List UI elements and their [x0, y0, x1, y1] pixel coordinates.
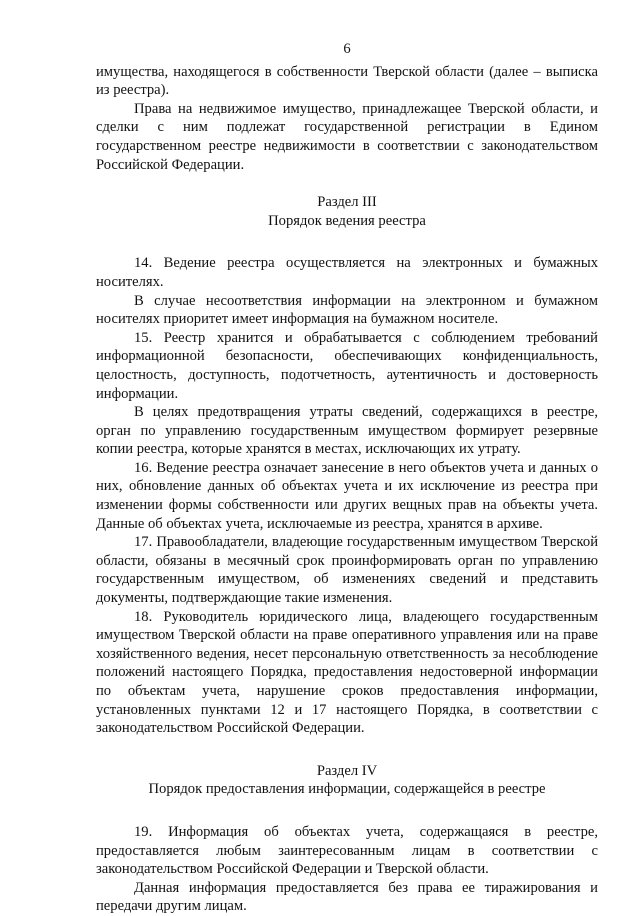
- page-number: 6: [343, 41, 351, 57]
- section-heading-4-number: Раздел IV: [316, 762, 378, 779]
- paragraph-continued: имущества, находящегося в собственности Тверской области (далее – выписка из реестра).: [96, 63, 598, 99]
- paragraph-15: 15. Реестр хранится и обрабатывается с соблюдением требований информационной безопасности, обеспечивающих конфиденциальность, целостность, доступность, подотчетность, аутентичность и достоверность информации.: [96, 329, 598, 402]
- paragraph-property-rights: Права на недвижимое имущество, принадлежащее Тверской области, и сделки с ним подлежат государственной регистрации в Едином государственном реестре недвижимости в соответствии с законодательством Российской Федерации.: [96, 100, 598, 173]
- section-heading-3-number: Раздел III: [317, 194, 377, 211]
- paragraph-14-mismatch: В случае несоответствия информации на электронном и бумажном носителях приоритет имеет информация на бумажном носителе.: [96, 292, 598, 328]
- paragraph-14: 14. Ведение реестра осуществляется на электронных и бумажных носителях.: [96, 255, 598, 290]
- paragraph-19: 19. Информация об объектах учета, содержащаяся в реестре, предоставляется любым заинтересованным лицам в соответствии с законодательством Российской Федерации и Тверской области.: [96, 823, 598, 878]
- document-page: [96, 40, 598, 916]
- paragraph-15-backup: В целях предотвращения утраты сведений, содержащихся в реестре, орган по управлению государственным имуществом формирует резервные копии реестра, которые хранятся в местах, исключающих их утрату.: [96, 404, 598, 458]
- section-heading-4-title: Порядок предоставления информации, содержащейся в реестре: [148, 781, 546, 798]
- paragraph-18: 18. Руководитель юридического лица, владеющего государственным имуществом Тверской области на праве оперативного управления или на праве хозяйственного ведения, несет персональную ответственность за несоблюдение положений настоящего Порядка, предоставления недостоверной информации по объектам учета, нарушение сроков предоставления информации, установленных пунктами 12 и 17 настоящего Порядка, в соответствии с законодательством Российской Федерации.: [96, 608, 598, 737]
- paragraph-16: 16. Ведение реестра означает занесение в него объектов учета и данных о них, обновление данных об объектах учета и их исключение из реестра при изменении формы собственности или других вещных прав на объекты учета. Данные об объектах учета, исключаемые из реестра, хранятся в архиве.: [96, 459, 598, 532]
- paragraph-19-no-copy: Данная информация предоставляется без права ее тиражирования и передачи другим лицам.: [96, 879, 598, 915]
- section-heading-3-title: Порядок ведения реестра: [268, 212, 426, 229]
- paragraph-17: 17. Правообладатели, владеющие государственным имуществом Тверской области, обязаны в месячный срок проинформировать орган по управлению государственным имуществом, об изменениях сведений и представить документы, подтверждающие такие изменения.: [96, 534, 598, 607]
